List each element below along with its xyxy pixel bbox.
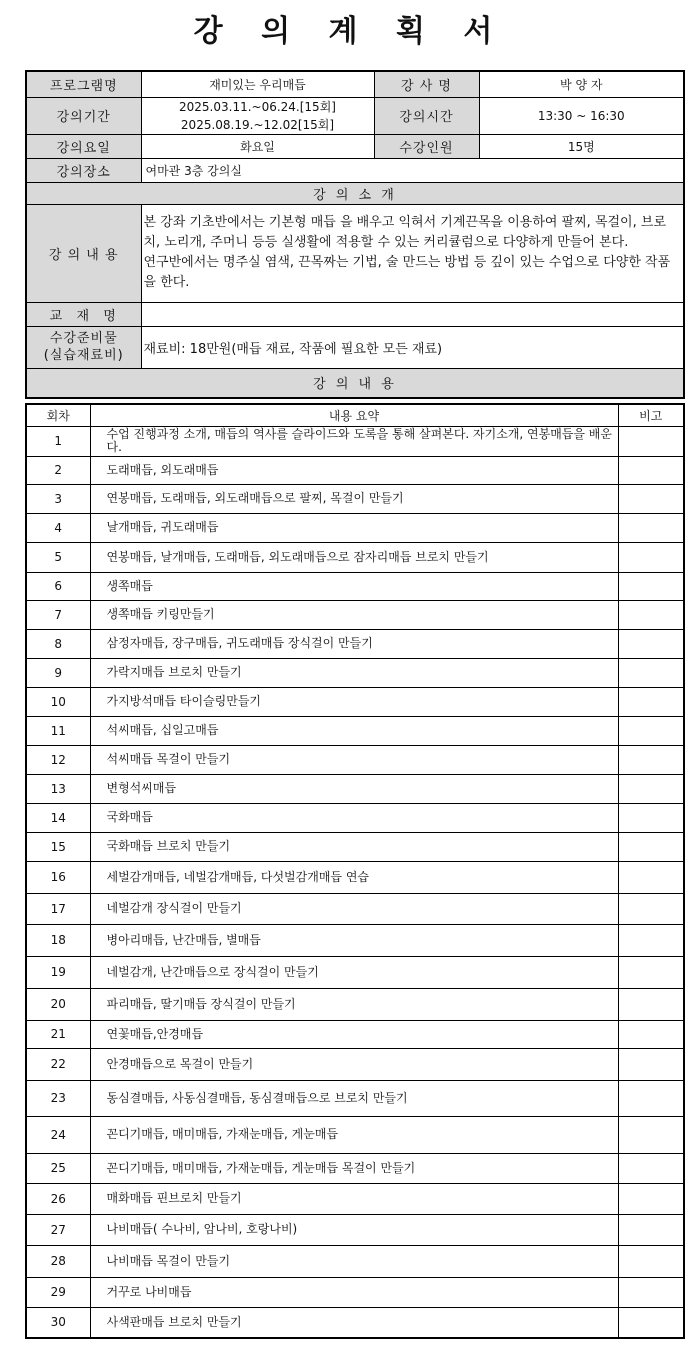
session-note	[618, 1048, 684, 1080]
session-number: 28	[26, 1245, 90, 1277]
instructor-label: 강 사 명	[374, 71, 479, 97]
period-line-2: 2025.08.19.~12.02[15회]	[180, 117, 335, 132]
session-number: 1	[26, 426, 90, 456]
session-summary: 국화매듭 브로치 만들기	[90, 832, 618, 861]
session-number: 12	[26, 745, 90, 774]
session-number: 4	[26, 513, 90, 542]
instructor-value: 박 양 자	[479, 71, 684, 97]
session-number: 13	[26, 774, 90, 803]
session-number: 5	[26, 542, 90, 572]
course-info-table	[25, 70, 685, 399]
table-row	[26, 716, 684, 745]
session-note	[618, 513, 684, 542]
table-row	[26, 861, 684, 893]
program-value: 재미있는 우리매듭	[141, 71, 374, 97]
session-number: 17	[26, 893, 90, 924]
table-row	[26, 426, 684, 456]
session-note	[618, 1080, 684, 1116]
session-number: 19	[26, 956, 90, 988]
session-summary: 삼정자매듭, 장구매듭, 귀도래매듭 장식걸이 만들기	[90, 629, 618, 658]
table-row	[26, 629, 684, 658]
table-row	[26, 542, 684, 572]
col-header-no: 회차	[26, 404, 90, 426]
table-row	[26, 1116, 684, 1153]
intro-header: 강 의 소 개	[26, 182, 684, 204]
session-number: 30	[26, 1307, 90, 1338]
time-value: 13:30 ~ 16:30	[479, 97, 684, 134]
table-row	[26, 924, 684, 956]
session-summary: 네벌감개 장식걸이 만들기	[90, 893, 618, 924]
table-row	[26, 1277, 684, 1307]
session-summary: 석씨매듭 목걸이 만들기	[90, 745, 618, 774]
session-number: 26	[26, 1183, 90, 1214]
session-number: 11	[26, 716, 90, 745]
session-number: 15	[26, 832, 90, 861]
session-note	[618, 745, 684, 774]
document-title: 강 의 계 획 서	[193, 14, 507, 49]
material-label-line-2: (실습재료비)	[43, 348, 124, 363]
info-row-day	[26, 134, 684, 158]
session-summary: 세벌감개매듭, 네벌감개매듭, 다섯벌감개매듭 연습	[90, 861, 618, 893]
session-number: 18	[26, 924, 90, 956]
material-label	[26, 326, 141, 368]
session-number: 23	[26, 1080, 90, 1116]
period-value	[141, 97, 374, 134]
session-summary: 파리매듭, 딸기매듭 장식걸이 만들기	[90, 988, 618, 1020]
textbook-label: 교 재 명	[26, 302, 141, 326]
session-note	[618, 988, 684, 1020]
session-summary: 나비매듭( 수나비, 암나비, 호랑나비)	[90, 1214, 618, 1245]
content-description	[141, 204, 684, 302]
material-value: 재료비: 18만원(매듭 재료, 작품에 필요한 모든 재료)	[141, 326, 684, 368]
session-summary: 석씨매듭, 십일고매듭	[90, 716, 618, 745]
session-number: 2	[26, 456, 90, 484]
content-row	[26, 204, 684, 302]
session-summary: 생쪽매듭	[90, 572, 618, 600]
session-note	[618, 426, 684, 456]
content-paragraph-1: 본 강좌 기초반에서는 기본형 매듭 을 배우고 익혀서 기계끈목을 이용하여 팔찌, 목걸이, 브로치, 노리개, 주머니 등등 실생활에 적용할 수 있는 커리큘럼으로 다양하게 만들어 본다.	[143, 215, 666, 250]
session-note	[618, 832, 684, 861]
session-number: 6	[26, 572, 90, 600]
table-row	[26, 687, 684, 716]
session-number: 8	[26, 629, 90, 658]
session-note	[618, 542, 684, 572]
session-number: 3	[26, 484, 90, 513]
session-note	[618, 1153, 684, 1183]
session-note	[618, 774, 684, 803]
intro-header-row	[26, 182, 684, 204]
session-note	[618, 456, 684, 484]
table-row	[26, 956, 684, 988]
table-row	[26, 803, 684, 832]
table-row	[26, 988, 684, 1020]
session-summary: 연꽃매듭,안경매듭	[90, 1020, 618, 1048]
session-summary: 수업 진행과정 소개, 매듭의 역사를 슬라이드와 도록을 통해 살펴본다. 자기소개, 연봉매듭을 배운다.	[90, 426, 618, 456]
session-number: 9	[26, 658, 90, 687]
session-summary: 매화매듭 핀브로치 만들기	[90, 1183, 618, 1214]
material-row	[26, 326, 684, 368]
session-number: 14	[26, 803, 90, 832]
session-summary: 동심결매듭, 사동심결매듭, 동심결매듭으로 브로치 만들기	[90, 1080, 618, 1116]
session-note	[618, 484, 684, 513]
table-row	[26, 774, 684, 803]
col-header-summary: 내용 요약	[90, 404, 618, 426]
session-summary: 꼰디기매듭, 매미매듭, 가재눈매듭, 게눈매듭	[90, 1116, 618, 1153]
session-summary: 네벌감개, 난간매듭으로 장식걸이 만들기	[90, 956, 618, 988]
table-row	[26, 1020, 684, 1048]
session-note	[618, 600, 684, 629]
table-row	[26, 600, 684, 629]
session-number: 29	[26, 1277, 90, 1307]
content-label: 강 의 내 용	[26, 204, 141, 302]
session-summary: 가지방석매듭 타이슬링만들기	[90, 687, 618, 716]
session-summary: 병아리매듭, 난간매듭, 별매듭	[90, 924, 618, 956]
session-summary: 날개매듭, 귀도래매듭	[90, 513, 618, 542]
table-row	[26, 1214, 684, 1245]
session-note	[618, 1183, 684, 1214]
program-label: 프로그램명	[26, 71, 141, 97]
session-note	[618, 716, 684, 745]
session-note	[618, 861, 684, 893]
session-note	[618, 924, 684, 956]
session-note	[618, 1277, 684, 1307]
capacity-label: 수강인원	[374, 134, 479, 158]
textbook-row	[26, 302, 684, 326]
info-row-period	[26, 97, 684, 134]
schedule-header-row	[26, 368, 684, 398]
session-note	[618, 572, 684, 600]
session-summary: 가락지매듭 브로치 만들기	[90, 658, 618, 687]
session-summary: 거꾸로 나비매듭	[90, 1277, 618, 1307]
day-value: 화요일	[141, 134, 374, 158]
schedule-header: 강 의 내 용	[26, 368, 684, 398]
table-row	[26, 1245, 684, 1277]
table-row	[26, 658, 684, 687]
period-label: 강의기간	[26, 97, 141, 134]
session-note	[618, 687, 684, 716]
table-row	[26, 513, 684, 542]
session-number: 22	[26, 1048, 90, 1080]
session-note	[618, 893, 684, 924]
table-row	[26, 572, 684, 600]
session-summary: 도래매듭, 외도래매듭	[90, 456, 618, 484]
session-summary: 변형석씨매듭	[90, 774, 618, 803]
session-summary: 나비매듭 목걸이 만들기	[90, 1245, 618, 1277]
session-summary: 안경매듭으로 목걸이 만들기	[90, 1048, 618, 1080]
table-row	[26, 893, 684, 924]
content-paragraph-2: 연구반에서는 명주실 염색, 끈목짜는 기법, 술 만드는 방법 등 깊이 있는 수업으로 다양한 작품을 한다.	[143, 255, 671, 290]
session-summary: 연봉매듭, 날개매듭, 도래매듭, 외도래매듭으로 잠자리매듭 브로치 만들기	[90, 542, 618, 572]
period-line-1: 2025.03.11.~06.24.[15회]	[179, 99, 336, 114]
table-row	[26, 484, 684, 513]
table-row	[26, 832, 684, 861]
session-note	[618, 658, 684, 687]
col-header-note: 비고	[618, 404, 684, 426]
session-number: 27	[26, 1214, 90, 1245]
info-row-program	[26, 71, 684, 97]
session-note	[618, 1245, 684, 1277]
place-label: 강의장소	[26, 158, 141, 182]
session-number: 16	[26, 861, 90, 893]
session-number: 24	[26, 1116, 90, 1153]
table-row	[26, 1183, 684, 1214]
schedule-rows	[26, 426, 684, 1338]
session-number: 25	[26, 1153, 90, 1183]
session-note	[618, 1020, 684, 1048]
table-row	[26, 1048, 684, 1080]
day-label: 강의요일	[26, 134, 141, 158]
session-number: 20	[26, 988, 90, 1020]
table-row	[26, 456, 684, 484]
session-note	[618, 629, 684, 658]
textbook-value	[141, 302, 684, 326]
session-note	[618, 956, 684, 988]
schedule-column-headers	[26, 404, 684, 426]
session-summary: 연봉매듭, 도래매듭, 외도래매듭으로 팔찌, 목걸이 만들기	[90, 484, 618, 513]
session-note	[618, 1116, 684, 1153]
table-row	[26, 745, 684, 774]
time-label: 강의시간	[374, 97, 479, 134]
table-row	[26, 1307, 684, 1338]
info-row-place	[26, 158, 684, 182]
session-summary: 생쪽매듭 키링만들기	[90, 600, 618, 629]
session-note	[618, 1307, 684, 1338]
session-summary: 국화매듭	[90, 803, 618, 832]
capacity-value: 15명	[479, 134, 684, 158]
material-label-line-1: 수강준비물	[49, 331, 118, 346]
session-summary: 사색판매듭 브로치 만들기	[90, 1307, 618, 1338]
session-summary: 꼰디기매듭, 매미매듭, 가재눈매듭, 게눈매듭 목걸이 만들기	[90, 1153, 618, 1183]
table-row	[26, 1080, 684, 1116]
place-value: 여마관 3층 강의실	[141, 158, 684, 182]
session-number: 21	[26, 1020, 90, 1048]
table-row	[26, 1153, 684, 1183]
schedule-table	[25, 403, 685, 1339]
session-note	[618, 803, 684, 832]
session-number: 7	[26, 600, 90, 629]
session-number: 10	[26, 687, 90, 716]
session-note	[618, 1214, 684, 1245]
